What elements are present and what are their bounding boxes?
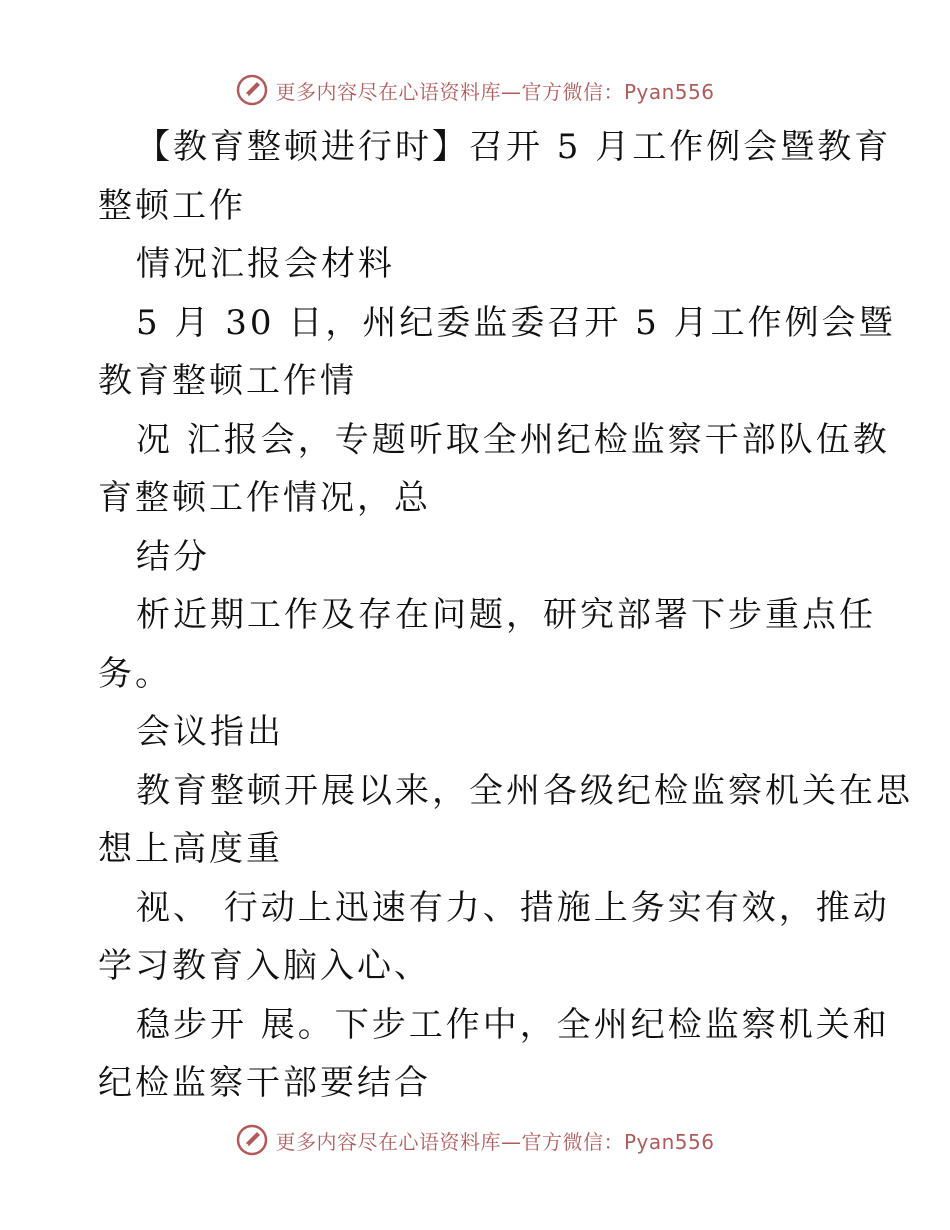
text-line: 5 月 30 日，州纪委监委召开 5 月工作例会暨 [136, 302, 896, 343]
text-line: 况 汇报会，专题听取全州纪检监察干部队伍教 [136, 419, 890, 460]
text-line: 想上高度重 [98, 829, 283, 869]
text-line: 视、 行动上迅速有力、措施上务实有效，推动 [136, 887, 890, 928]
watermark-logo-icon [235, 1123, 269, 1157]
text-line: 教育整顿工作情 [98, 361, 357, 401]
footer-watermark [0, 1120, 950, 1160]
watermark-logo-icon [235, 73, 269, 107]
text-line: 纪检监察干部要结合 [98, 1063, 431, 1103]
document-body [98, 118, 913, 1113]
text-line: 会议指出 [136, 712, 284, 752]
text-line: 务。 [98, 653, 172, 694]
text-line: 结分 [136, 536, 210, 577]
text-line: 整顿工作 [98, 185, 246, 226]
header-watermark [0, 70, 950, 110]
text-line: 【教育整顿进行时】召开 5 月工作例会暨教育 [136, 127, 892, 167]
watermark-text: 更多内容尽在心语资料库—官方微信：Pyan556 [275, 79, 715, 104]
text-line: 析近期工作及存在问题，研究部署下步重点任 [136, 595, 876, 635]
text-line: 学习教育入脑入心、 [98, 946, 431, 986]
text-line: 教育整顿开展以来，全州各级纪检监察机关在思 [136, 770, 913, 811]
text-line: 情况汇报会材料 [136, 244, 395, 284]
watermark-text: 更多内容尽在心语资料库—官方微信：Pyan556 [275, 1129, 715, 1154]
text-line: 育整顿工作情况，总 [98, 478, 431, 518]
text-line: 稳步开 展。下步工作中，全州纪检监察机关和 [136, 1004, 890, 1045]
